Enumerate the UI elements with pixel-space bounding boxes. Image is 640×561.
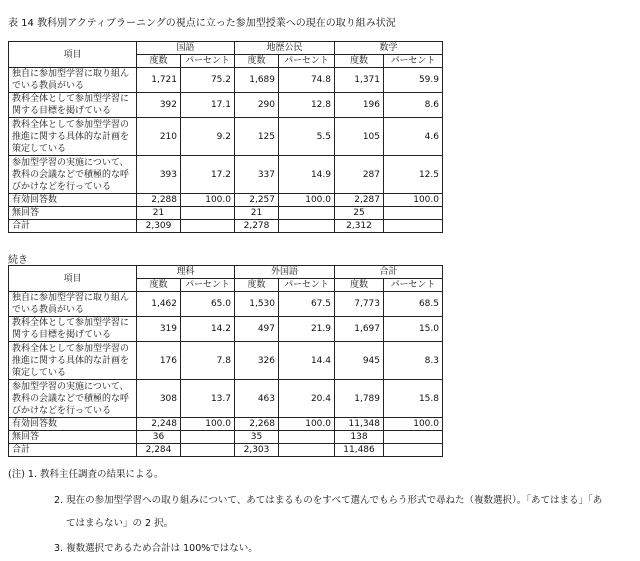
- percent-cell: [181, 207, 235, 220]
- subject-header: 外国語: [235, 266, 335, 279]
- count-cell: 1,789: [335, 380, 384, 418]
- count-cell: 35: [235, 431, 279, 444]
- percent-cell: [279, 220, 335, 233]
- count-cell: 1,530: [235, 292, 279, 317]
- percent-cell: 8.6: [384, 93, 443, 118]
- header-percent: パーセント: [279, 279, 335, 292]
- percent-cell: 5.5: [279, 118, 335, 156]
- row-label: 無回答: [9, 431, 137, 444]
- percent-cell: 9.2: [181, 118, 235, 156]
- row-label: 合計: [9, 444, 137, 457]
- count-cell: 2,303: [235, 444, 279, 457]
- header-count: 度数: [137, 279, 181, 292]
- header-percent: パーセント: [384, 55, 443, 68]
- row-label: 参加型学習の実施について、教科の会議などで積極的な呼びかけなどを行っている: [9, 156, 137, 194]
- count-cell: 2,278: [235, 220, 279, 233]
- row-label: 無回答: [9, 207, 137, 220]
- count-cell: 2,257: [235, 194, 279, 207]
- count-cell: 393: [137, 156, 181, 194]
- count-cell: 11,348: [335, 418, 384, 431]
- header-count: 度数: [335, 55, 384, 68]
- percent-cell: 65.0: [181, 292, 235, 317]
- count-cell: 36: [137, 431, 181, 444]
- table-row: [9, 207, 443, 220]
- count-cell: 337: [235, 156, 279, 194]
- row-label: 有効回答数: [9, 194, 137, 207]
- percent-cell: 17.1: [181, 93, 235, 118]
- table-row: [9, 317, 443, 342]
- percent-cell: [181, 444, 235, 457]
- subject-header: 国語: [137, 42, 235, 55]
- row-label: 教科全体として参加型学習の推進に関する具体的な計画を策定している: [9, 342, 137, 380]
- percent-cell: 100.0: [279, 418, 335, 431]
- count-cell: 7,773: [335, 292, 384, 317]
- count-cell: 2,288: [137, 194, 181, 207]
- count-cell: 392: [137, 93, 181, 118]
- count-cell: 326: [235, 342, 279, 380]
- percent-cell: 68.5: [384, 292, 443, 317]
- percent-cell: 59.9: [384, 68, 443, 93]
- data-table-2: [8, 265, 443, 457]
- count-cell: 497: [235, 317, 279, 342]
- table-row: [9, 292, 443, 317]
- count-cell: 319: [137, 317, 181, 342]
- percent-cell: 100.0: [384, 194, 443, 207]
- count-cell: 1,697: [335, 317, 384, 342]
- count-cell: 105: [335, 118, 384, 156]
- percent-cell: 13.7: [181, 380, 235, 418]
- count-cell: 125: [235, 118, 279, 156]
- count-cell: 2,268: [235, 418, 279, 431]
- count-cell: 945: [335, 342, 384, 380]
- header-percent: パーセント: [181, 279, 235, 292]
- table-body: [9, 292, 443, 457]
- percent-cell: 7.8: [181, 342, 235, 380]
- percent-cell: 14.4: [279, 342, 335, 380]
- header-item: 項目: [9, 266, 137, 292]
- note-2-continued: てはまらない」の 2 択。: [66, 518, 174, 529]
- percent-cell: 14.2: [181, 317, 235, 342]
- table-row: [9, 156, 443, 194]
- header-count: 度数: [335, 279, 384, 292]
- table-row: [9, 220, 443, 233]
- percent-cell: 100.0: [181, 418, 235, 431]
- percent-cell: [384, 444, 443, 457]
- percent-cell: 8.3: [384, 342, 443, 380]
- row-label: 教科全体として参加型学習に関する目標を掲げている: [9, 317, 137, 342]
- percent-cell: [181, 220, 235, 233]
- percent-cell: 17.2: [181, 156, 235, 194]
- table-row: [9, 342, 443, 380]
- header-percent: パーセント: [279, 55, 335, 68]
- count-cell: 25: [335, 207, 384, 220]
- data-table-1: [8, 41, 443, 233]
- table-row: [9, 444, 443, 457]
- header-count: 度数: [235, 279, 279, 292]
- percent-cell: [279, 207, 335, 220]
- count-cell: 196: [335, 93, 384, 118]
- note-3: 3. 複数選択であるため合計は 100%ではない。: [54, 543, 258, 554]
- subject-header: 地歴公民: [235, 42, 335, 55]
- count-cell: 21: [137, 207, 181, 220]
- table-row: [9, 93, 443, 118]
- count-cell: 1,689: [235, 68, 279, 93]
- row-label: 独自に参加型学習に取り組んでいる教員がいる: [9, 68, 137, 93]
- table-row: [9, 194, 443, 207]
- row-label: 参加型学習の実施について、教科の会議などで積極的な呼びかけなどを行っている: [9, 380, 137, 418]
- table-row: [9, 68, 443, 93]
- header-percent: パーセント: [181, 55, 235, 68]
- count-cell: 308: [137, 380, 181, 418]
- table-title: 表 14 教科別アクティブラーニングの視点に立った参加型授業への現在の取り組み状況: [8, 18, 396, 29]
- percent-cell: 67.5: [279, 292, 335, 317]
- continuation-label: 続き: [8, 255, 28, 266]
- header-percent: パーセント: [384, 279, 443, 292]
- table-row: [9, 118, 443, 156]
- table-row: [9, 380, 443, 418]
- count-cell: 210: [137, 118, 181, 156]
- percent-cell: 21.9: [279, 317, 335, 342]
- percent-cell: 75.2: [181, 68, 235, 93]
- percent-cell: [279, 444, 335, 457]
- percent-cell: 15.0: [384, 317, 443, 342]
- subject-header: 数学: [335, 42, 443, 55]
- row-label: 教科全体として参加型学習の推進に関する具体的な計画を策定している: [9, 118, 137, 156]
- count-cell: 1,371: [335, 68, 384, 93]
- count-cell: 2,312: [335, 220, 384, 233]
- percent-cell: 15.8: [384, 380, 443, 418]
- count-cell: 2,248: [137, 418, 181, 431]
- table-row: [9, 418, 443, 431]
- count-cell: 11,486: [335, 444, 384, 457]
- count-cell: 2,287: [335, 194, 384, 207]
- subject-header: 合計: [335, 266, 443, 279]
- percent-cell: 20.4: [279, 380, 335, 418]
- percent-cell: 12.5: [384, 156, 443, 194]
- header-item: 項目: [9, 42, 137, 68]
- count-cell: 1,462: [137, 292, 181, 317]
- count-cell: 463: [235, 380, 279, 418]
- subject-header: 理科: [137, 266, 235, 279]
- row-label: 合計: [9, 220, 137, 233]
- percent-cell: [384, 431, 443, 444]
- count-cell: 176: [137, 342, 181, 380]
- count-cell: 1,721: [137, 68, 181, 93]
- percent-cell: 4.6: [384, 118, 443, 156]
- percent-cell: [384, 220, 443, 233]
- percent-cell: 14.9: [279, 156, 335, 194]
- count-cell: 290: [235, 93, 279, 118]
- percent-cell: 100.0: [279, 194, 335, 207]
- row-label: 有効回答数: [9, 418, 137, 431]
- count-cell: 21: [235, 207, 279, 220]
- percent-cell: [279, 431, 335, 444]
- row-label: 独自に参加型学習に取り組んでいる教員がいる: [9, 292, 137, 317]
- header-count: 度数: [137, 55, 181, 68]
- note-2: 2. 現在の参加型学習への取り組みについて、あてはまるものをすべて選んでもらう形式で尋ねた（複数選択）。「あてはまる」「あ: [54, 495, 603, 506]
- count-cell: 2,284: [137, 444, 181, 457]
- header-count: 度数: [235, 55, 279, 68]
- percent-cell: [181, 431, 235, 444]
- table-body: [9, 68, 443, 233]
- count-cell: 138: [335, 431, 384, 444]
- note-1: (注) 1. 教科主任調査の結果による。: [8, 469, 164, 480]
- row-label: 教科全体として参加型学習に関する目標を掲げている: [9, 93, 137, 118]
- percent-cell: 12.8: [279, 93, 335, 118]
- count-cell: 287: [335, 156, 384, 194]
- percent-cell: [384, 207, 443, 220]
- percent-cell: 74.8: [279, 68, 335, 93]
- percent-cell: 100.0: [384, 418, 443, 431]
- percent-cell: 100.0: [181, 194, 235, 207]
- table-row: [9, 431, 443, 444]
- count-cell: 2,309: [137, 220, 181, 233]
